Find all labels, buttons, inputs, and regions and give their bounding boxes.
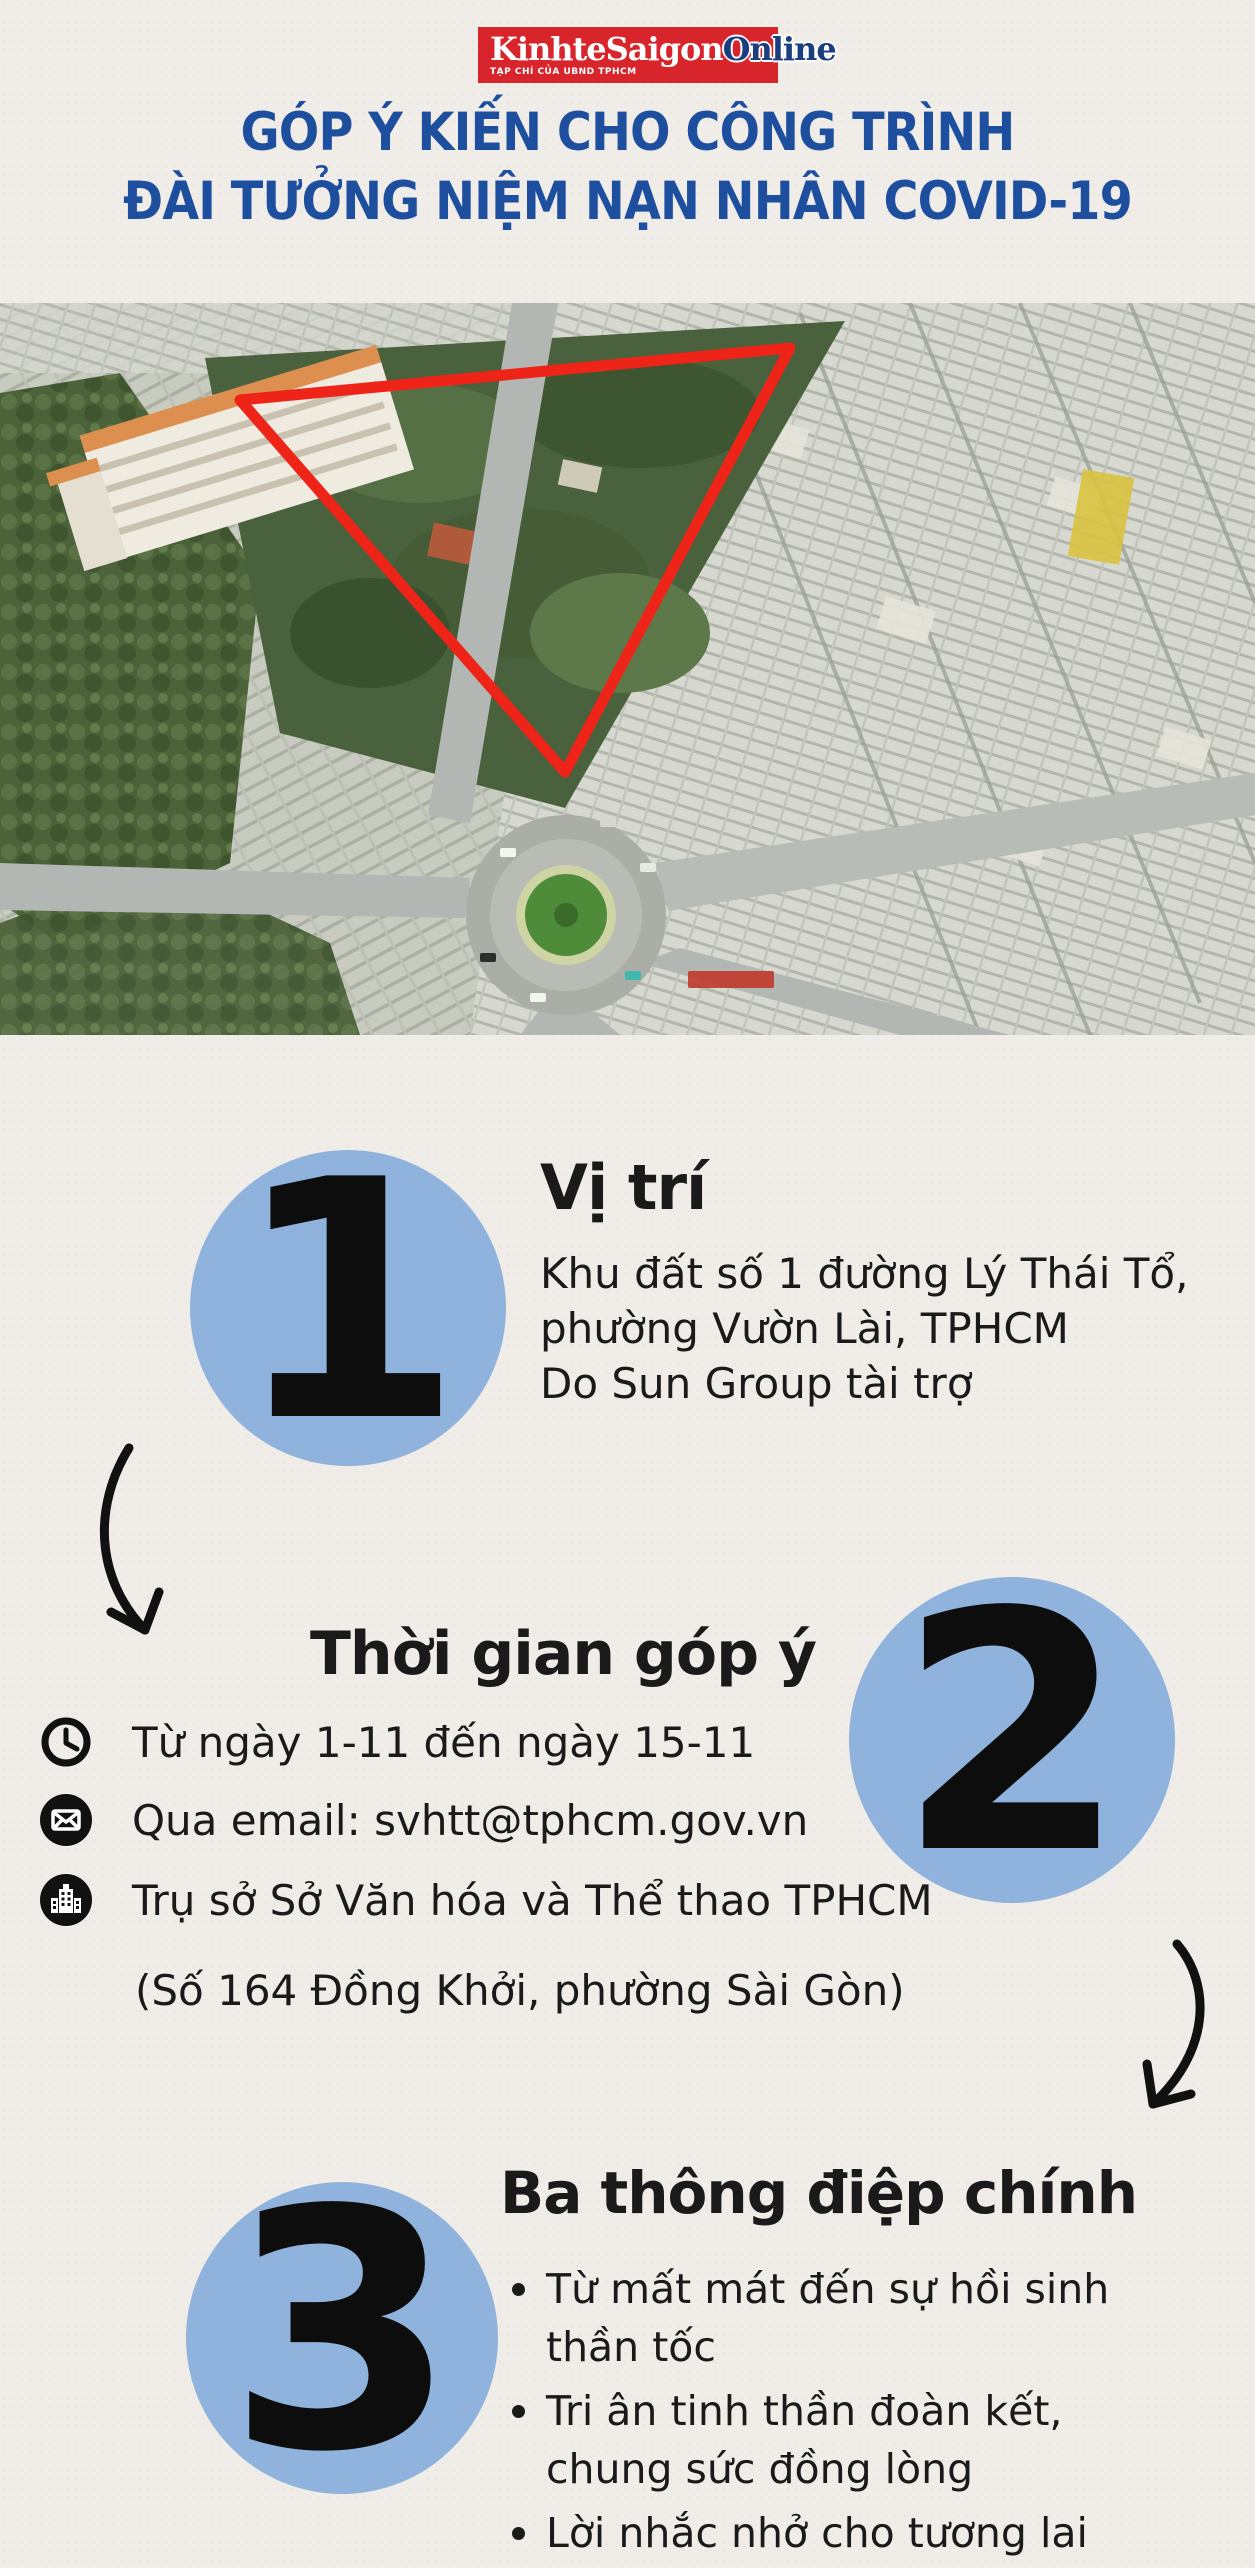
list-item-office-address: (Số 164 Đồng Khởi, phường Sài Gòn) [135, 1966, 905, 2015]
curved-arrow-down-2 [1115, 1938, 1240, 2118]
list-item-email [40, 1792, 808, 1848]
section-1-heading: Vị trí [540, 1151, 707, 1224]
logo-brand-accent: Online [722, 29, 836, 68]
list-item-deadline [40, 1714, 755, 1770]
aerial-photo [0, 303, 1255, 1035]
step-3-circle [186, 2140, 498, 2524]
key-message-3 [510, 2504, 1158, 2562]
key-messages-list [510, 2260, 1158, 2568]
logo-tagline: TẠP CHÍ CỦA UBND TPHCM [490, 66, 637, 77]
key-message-1 [510, 2260, 1158, 2376]
key-message-2 [510, 2382, 1158, 2498]
roundabout [466, 815, 666, 1015]
step-3-number: 3 [227, 2140, 457, 2524]
bullet-dot [512, 2405, 525, 2418]
step-1-number: 1 [233, 1110, 463, 1494]
page-title-line2: ĐÀI TƯỞNG NIỆM NẠN NHÂN COVID-19 [123, 171, 1132, 232]
section-1-line-1: Khu đất số 1 đường Lý Thái Tổ, [540, 1249, 1189, 1298]
step-1-circle [190, 1110, 506, 1494]
bullet-dot [512, 2527, 525, 2540]
email-icon [40, 1794, 92, 1846]
bullet-dot [512, 2283, 525, 2296]
curved-arrow-down-1 [85, 1440, 215, 1650]
list-item-office-text: Trụ sở Sở Văn hóa và Thể thao TPHCM [132, 1875, 933, 1925]
step-2-number: 2 [897, 1542, 1127, 1926]
list-item-deadline-text: Từ ngày 1-11 đến ngày 15-11 [132, 1717, 756, 1767]
section-1-body [540, 1246, 1188, 1411]
clock-icon [40, 1716, 92, 1768]
logo-banner [478, 27, 836, 83]
logo-brand-main: KinhteSaigon [490, 29, 723, 68]
key-message-2-text: Tri ân tinh thần đoàn kết, chung sức đồng lòng [546, 2387, 1063, 2493]
photo-label-red [688, 971, 774, 988]
section-1-line-3: Do Sun Group tài trợ [540, 1359, 973, 1408]
section-1-line-2: phường Vườn Lài, TPHCM [540, 1304, 1069, 1353]
key-message-3-text: Lời nhắc nhở cho tương lai [546, 2509, 1088, 2557]
page-title [0, 98, 1255, 236]
section-3-heading: Ba thông điệp chính [500, 2159, 1137, 2227]
key-message-1-text: Từ mất mát đến sự hồi sinh thần tốc [546, 2265, 1110, 2371]
aerial-photo-graphic [0, 303, 1255, 1035]
building-icon [40, 1874, 92, 1926]
list-item-email-text: Qua email: svhtt@tphcm.gov.vn [132, 1795, 809, 1845]
list-item-office [40, 1872, 933, 1928]
section-2-heading: Thời gian góp ý [310, 1619, 817, 1689]
step-2-circle [849, 1542, 1175, 1926]
logo-wordmark [490, 29, 836, 68]
page-title-line1: GÓP Ý KIẾN CHO CÔNG TRÌNH [240, 102, 1015, 163]
